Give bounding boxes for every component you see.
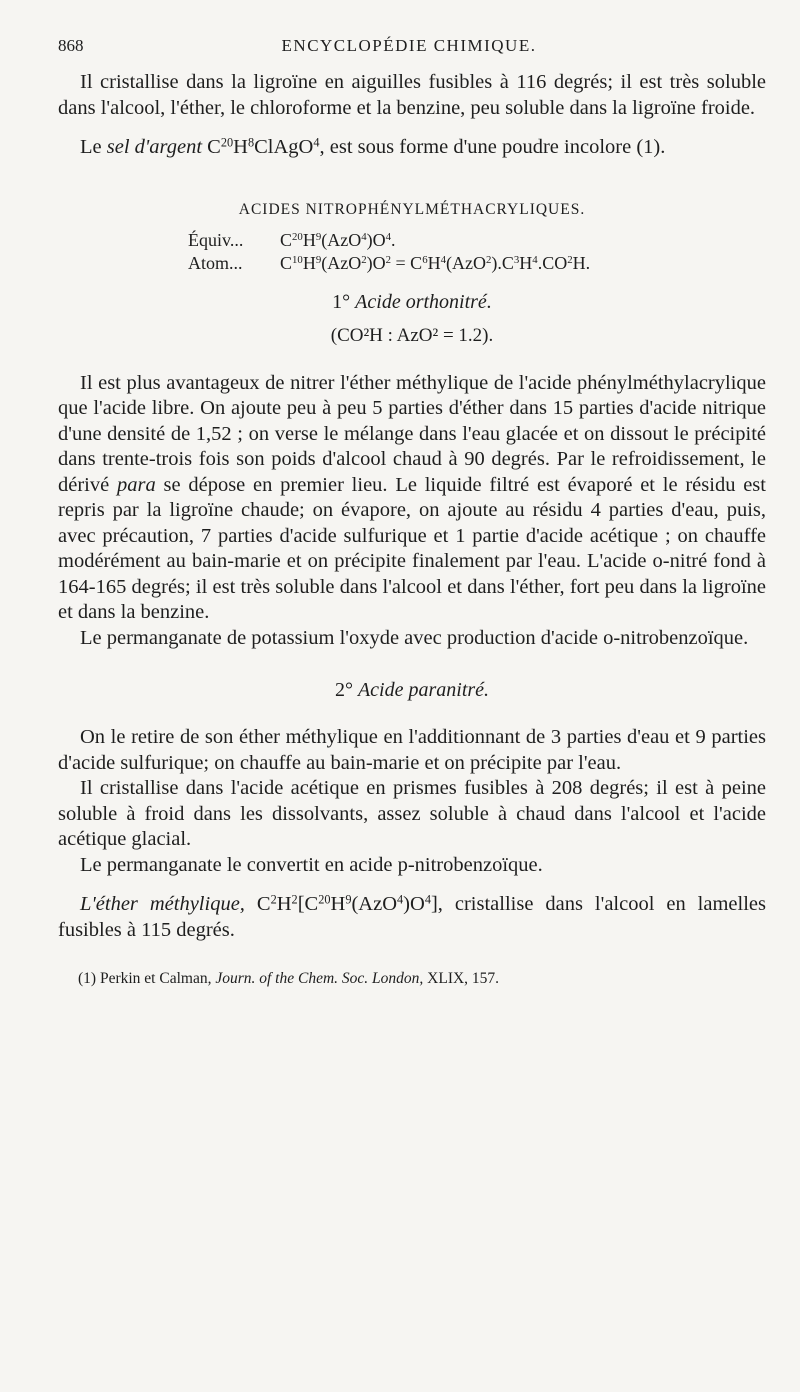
para-heading: 2° Acide paranitré. bbox=[334, 679, 490, 701]
ortho-heading: 1° Acide orthonitré. bbox=[332, 290, 492, 313]
methyl-ether-term: L'éther méthylique, bbox=[80, 893, 245, 915]
para-paragraph-3: Le permanganate le convertit en acide p-nitrobenzoïque. bbox=[80, 853, 543, 876]
methyl-ether-paragraph: L'éther méthylique, $C^2H^2[C^{20}H^9(AzO^4)O^4]$, cristallise dans l'alcool en lamelles fusibles à 115 degrés. bbox=[58, 892, 766, 941]
footnote: (1) Perkin et Calman, Journ. of the Chem. Soc. London, XLIX, 157. bbox=[78, 970, 500, 987]
equiv-formula: Équiv... $C^{20}H^9(AzO^4)O^4$. bbox=[188, 229, 396, 250]
para-term: para bbox=[117, 473, 156, 496]
silver-salt-term: sel d'argent bbox=[106, 136, 203, 158]
silver-salt-paragraph: Le sel d'argent $C^{20}H^8ClAgO^4$, est sous forme d'une poudre incolore (1). bbox=[80, 135, 666, 158]
intro-paragraph: Il cristallise dans la ligroïne en aiguilles fusibles à 116 degrés; il est très soluble dans l'alcool, l'éther, le chloroforme et la benzine, peu soluble dans la ligroïne froide. bbox=[58, 71, 766, 119]
running-title: ENCYCLOPÉDIE CHIMIQUE. bbox=[281, 36, 537, 55]
para-paragraph-1: On le retire de son éther méthylique en l'additionnant de 3 parties d'eau et 9 parties d'acide sulfurique; on chauffe au bain-marie et on précipite par l'eau. bbox=[58, 726, 766, 774]
ortho-paragraph-1: Il est plus avantageux de nitrer l'éther méthylique de l'acide phénylméthylacrylique que l'acide libre. On ajoute peu à peu 5 parties d'éther dans 15 parties d'acide nitrique d'une densité de 1,52 ; on verse le mélange dans l'eau glacée et on dissout le précipité dans trente-trois fois son poids d'alcool chaud à 90 degrés. Par le refroidissement, le dérivé para se dépose en premier lieu. Le liquide filtré est évaporé et le résidu est repris par la ligroïne chaude; on évapore, on ajoute au résidu 4 parties d'eau, puis, avec précaution, 7 parties d'acide sulfurique et 1 partie d'acide acétique ; on chauffe modérément au bain-marie et on précipite finalement par l'eau. L'acide o-nitré fond à 164-165 degrés; il est très soluble dans l'alcool et dans l'éther, fort peu dans la ligroïne et dans la benzine. bbox=[58, 371, 766, 623]
page-body bbox=[58, 70, 766, 989]
para-paragraph-2: Il cristallise dans l'acide acétique en prismes fusibles à 208 degrés; il est à peine soluble à froid dans les dissolvants, assez soluble à chaud dans l'alcool et l'acide acétique glacial. bbox=[58, 777, 766, 850]
ortho-ratio: (CO²H : AzO² = 1.2). bbox=[330, 324, 494, 346]
page-header bbox=[58, 36, 760, 62]
section-title: ACIDES NITROPHÉNYLMÉTHACRYLIQUES. bbox=[238, 200, 586, 218]
formula-block bbox=[188, 229, 766, 275]
atom-formula: Atom... $C^{10}H^9(AzO^2)O^2 = C^6H^4(AzO^2).C^3H^4.CO^2H$. bbox=[188, 252, 591, 273]
page-number: 868 bbox=[58, 36, 84, 55]
ortho-paragraph-2: Le permanganate de potassium l'oxyde avec production d'acide o-nitrobenzoïque. bbox=[80, 626, 749, 649]
